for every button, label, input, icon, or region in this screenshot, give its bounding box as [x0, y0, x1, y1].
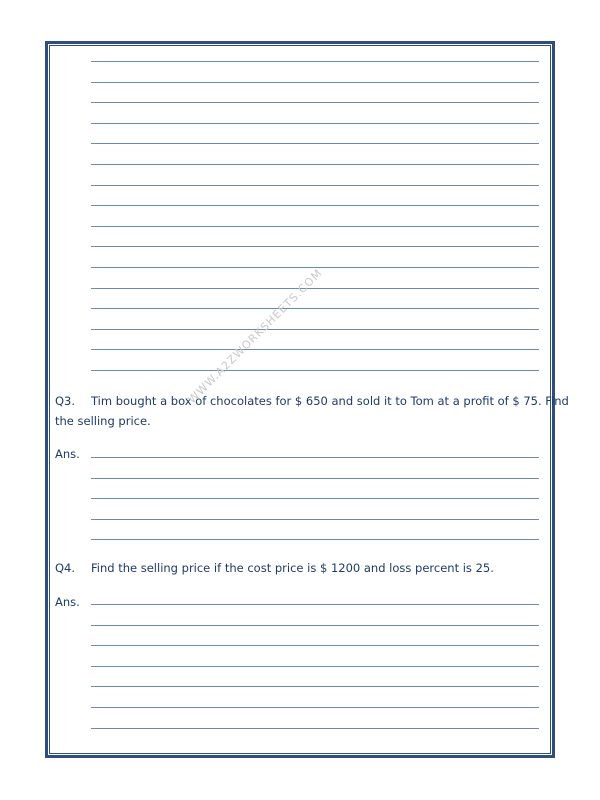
writing-line — [91, 370, 539, 371]
writing-line — [91, 707, 539, 708]
writing-line — [91, 519, 539, 520]
writing-line — [91, 226, 539, 227]
writing-line — [91, 604, 539, 605]
writing-line — [91, 288, 539, 289]
q4-number: Q4. — [55, 561, 76, 575]
q4-answer-label: Ans. — [55, 595, 80, 609]
writing-line — [91, 728, 539, 729]
writing-line — [91, 686, 539, 687]
writing-line — [91, 308, 539, 309]
q3-text-continued: the selling price. — [55, 414, 151, 428]
writing-line — [91, 666, 539, 667]
writing-line — [91, 349, 539, 350]
watermark: WWW.A2ZWORKSHEETS.COM — [185, 266, 326, 407]
writing-line — [91, 329, 539, 330]
writing-line — [91, 123, 539, 124]
writing-line — [91, 164, 539, 165]
writing-line — [91, 478, 539, 479]
writing-line — [91, 205, 539, 206]
writing-line — [91, 246, 539, 247]
writing-line — [91, 102, 539, 103]
writing-line — [91, 625, 539, 626]
writing-line — [91, 498, 539, 499]
q3-answer-label: Ans. — [55, 447, 80, 461]
writing-line — [91, 645, 539, 646]
writing-line — [91, 143, 539, 144]
q4-text: Find the selling price if the cost price is $ 1200 and loss percent is 25. — [91, 561, 494, 575]
q3-text: Tim bought a box of chocolates for $ 650 and sold it to Tom at a profit of $ 75. Find — [91, 394, 569, 408]
writing-line — [91, 539, 539, 540]
writing-line — [91, 185, 539, 186]
q3-number: Q3. — [55, 394, 76, 408]
writing-line — [91, 82, 539, 83]
writing-line — [91, 457, 539, 458]
writing-line — [91, 61, 539, 62]
